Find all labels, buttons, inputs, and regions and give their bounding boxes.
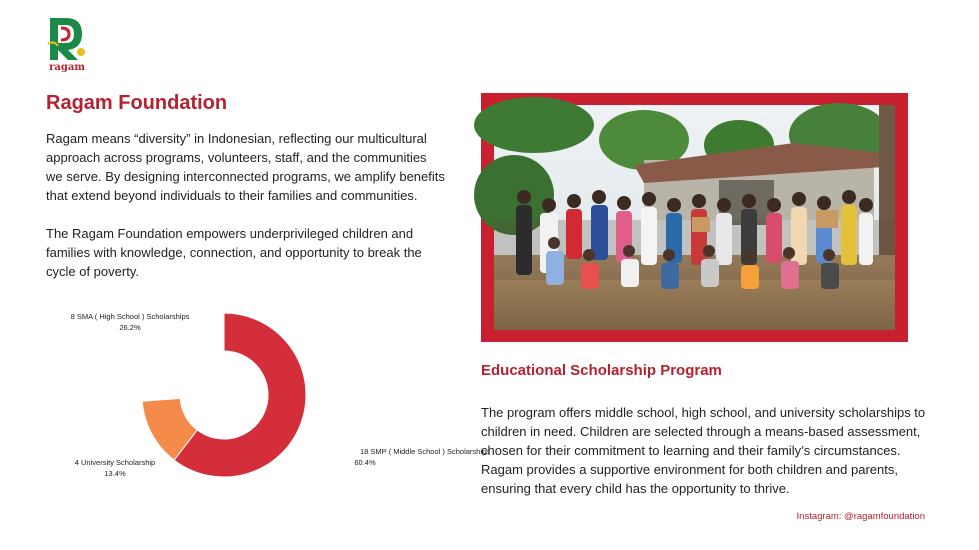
program-title: Educational Scholarship Program [481, 362, 722, 379]
intro-paragraph: Ragam means “diversity” in Indonesian, reflecting our multicultural approach across programs, volunteers, staff, and the communities we serve. By designing interconnected programs, we amplify benefits that extend beyond individuals to their families and communities. [46, 131, 445, 203]
group-photo [494, 105, 895, 330]
logo-wordmark: ragam [49, 62, 85, 73]
program-description: The program offers middle school, high school, and university scholarships to children in need. Children are selected through a means-based assessment, chosen for their commitment to learning and their family’s circumstances. Ragam provides a supportive environment for both children and parents, ensuring that every child has the opportunity to thrive. [481, 405, 926, 496]
instagram-handle: Instagram: @ragamfoundation [796, 511, 925, 522]
slice-sma [142, 313, 224, 401]
photo-frame [481, 93, 908, 342]
label-smp: 18 SMP ( Middle School ) Scholarships [360, 447, 490, 456]
percent-smp: 60.4% [354, 458, 376, 467]
ragam-logo [44, 14, 90, 76]
mission-paragraph: The Ragam Foundation empowers underprivileged children and families with knowledge, connection, and opportunity to break the cycle of poverty. [46, 226, 422, 279]
label-university: 4 University Scholarship [74, 458, 156, 467]
label-sma: 8 SMA ( High School ) Scholarships [70, 312, 190, 321]
percent-sma: 26.2% [119, 323, 141, 332]
page-title: Ragam Foundation [46, 92, 228, 114]
percent-university: 13.4% [104, 469, 126, 478]
ragam-logo-icon [44, 14, 90, 62]
scholarship-donut-chart [60, 305, 490, 505]
